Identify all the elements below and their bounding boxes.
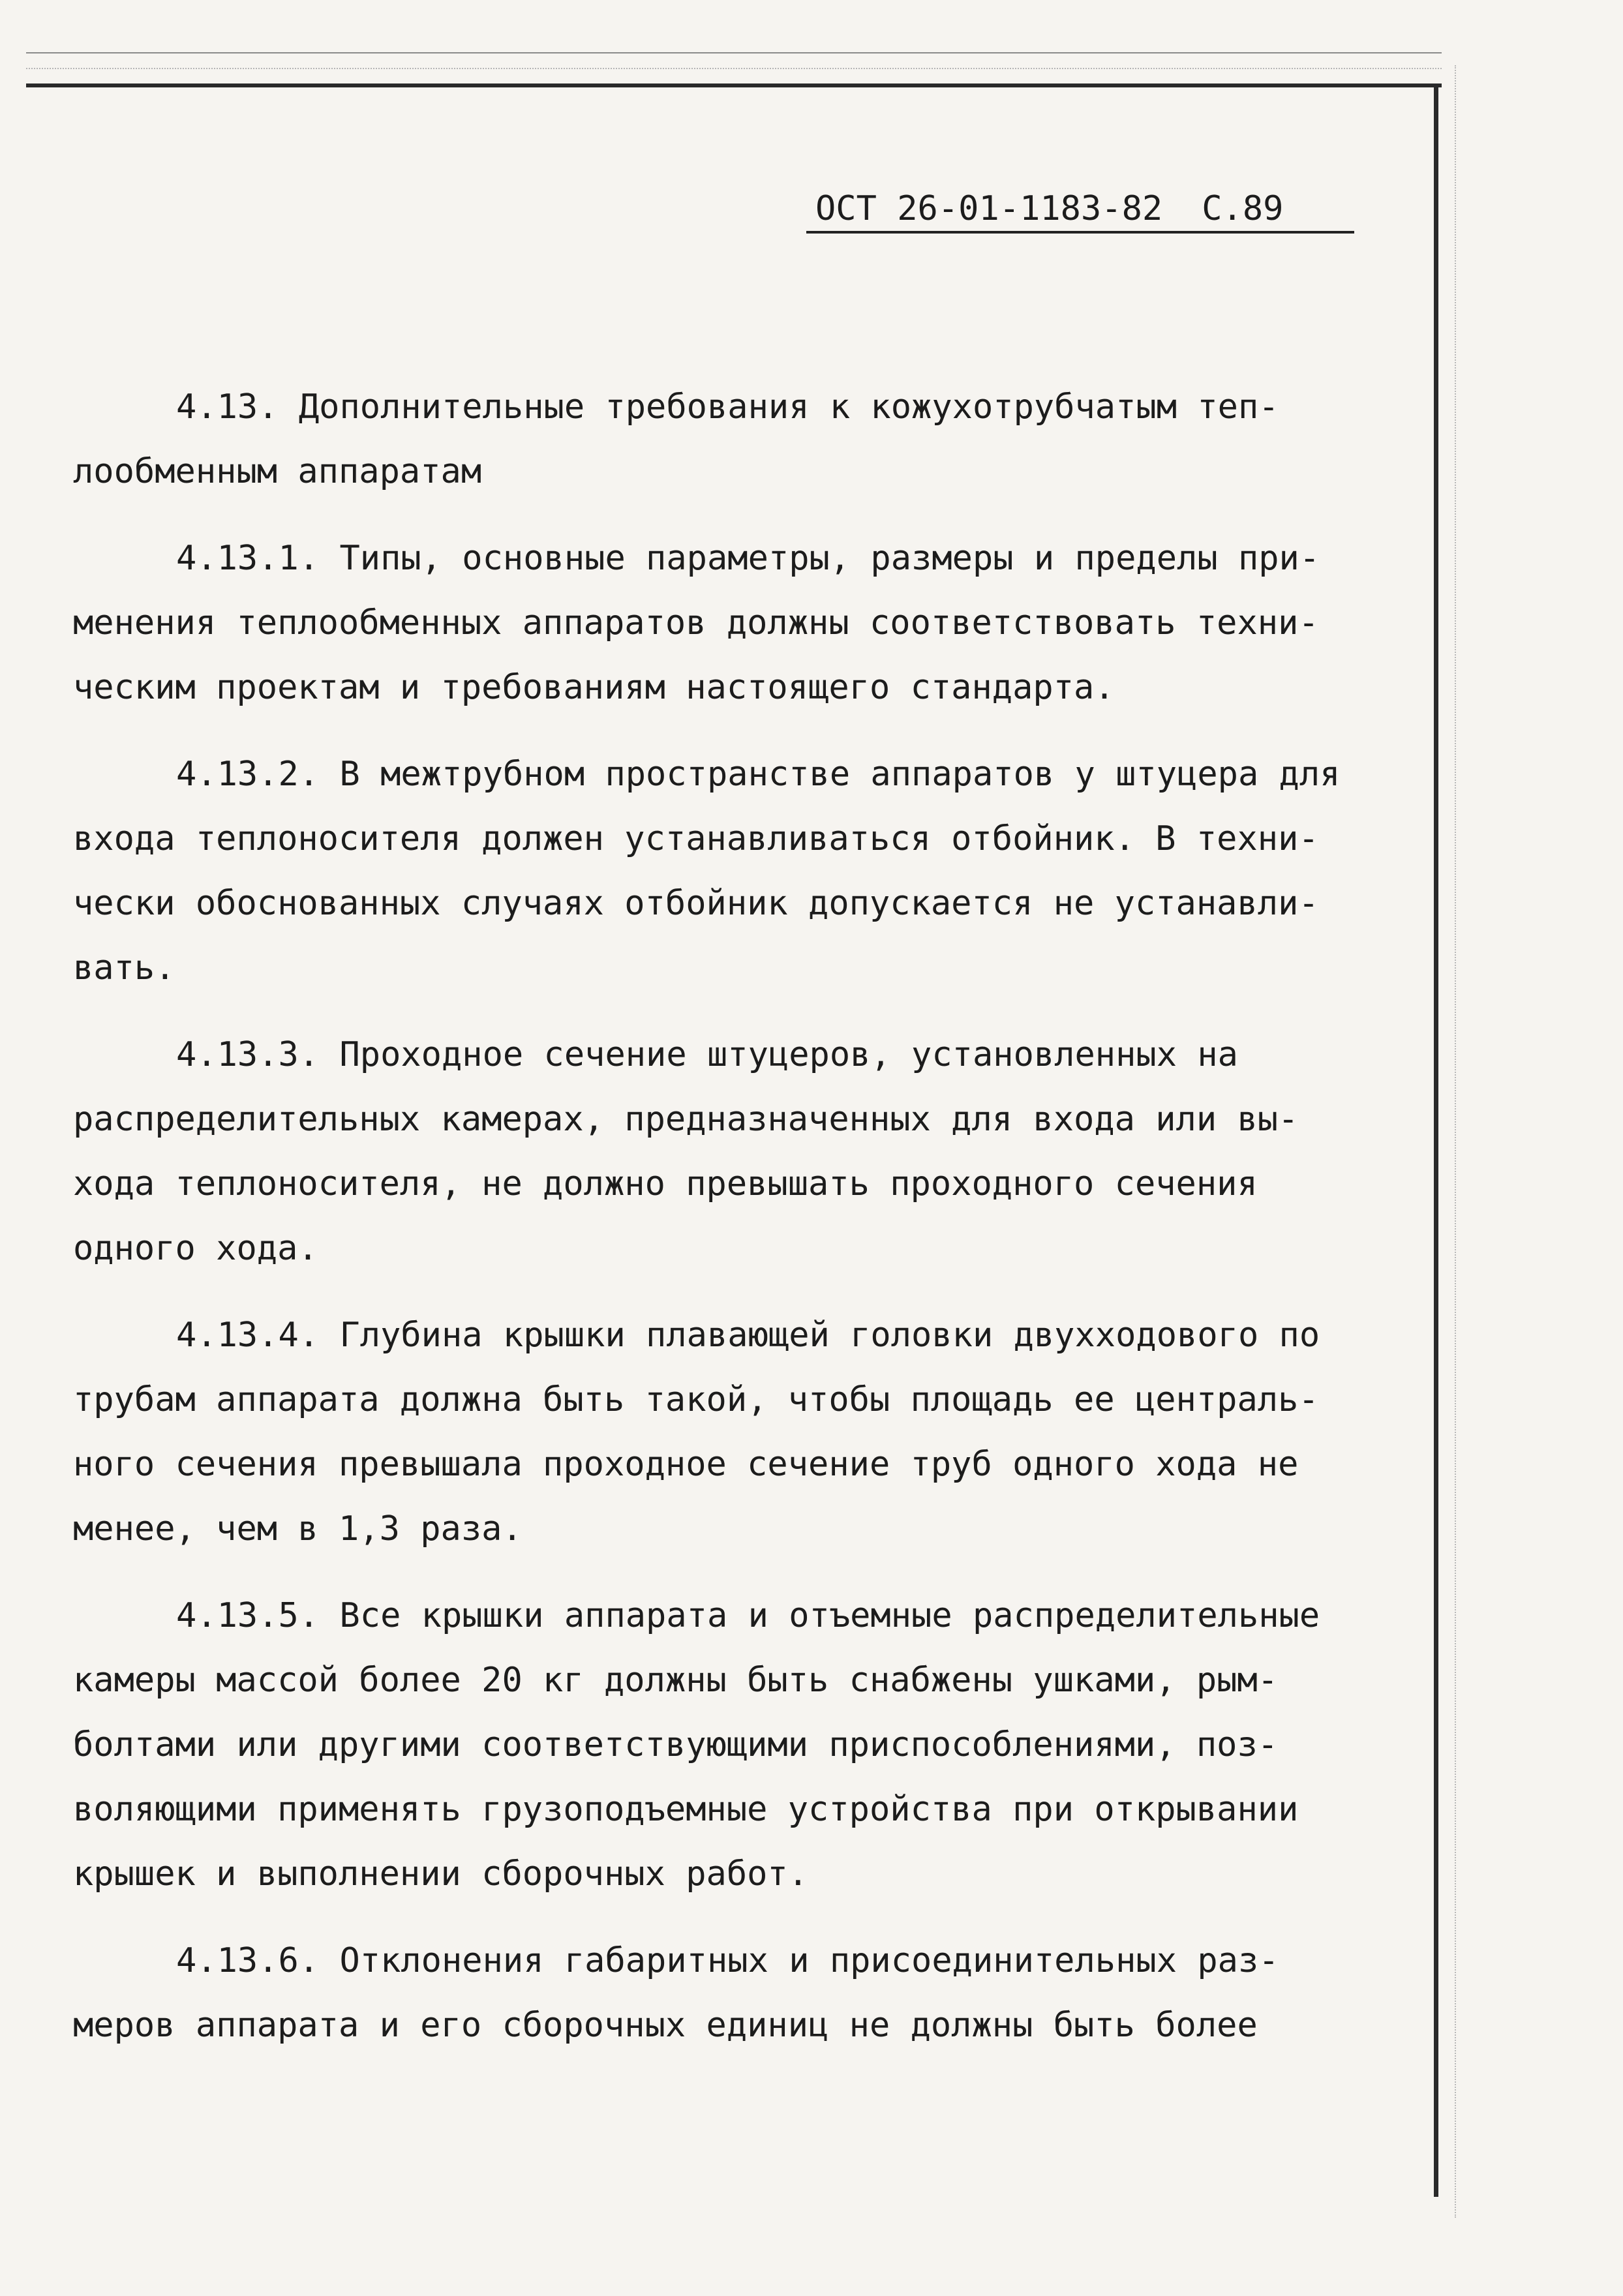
text-line: болтами или другими соответствующими приспособлениями, поз- xyxy=(73,1725,1279,1764)
text-line: вать. xyxy=(73,948,175,988)
header-underline xyxy=(806,231,1354,234)
text-line: 4.13.5. Все крышки аппарата и отъемные распределительные xyxy=(176,1596,1320,1635)
paragraph-4-13-5 xyxy=(73,1584,1326,1907)
paragraph-4-13-4 xyxy=(73,1303,1326,1562)
document-body xyxy=(73,375,1341,2080)
paragraph-4-13 xyxy=(73,375,1326,504)
text-line: ного сечения превышала проходное сечение труб одного хода не xyxy=(73,1445,1299,1484)
text-line: менения теплообменных аппаратов должны соответствовать техни- xyxy=(73,603,1319,642)
scan-edge-line xyxy=(26,52,1442,53)
paragraph-4-13-1 xyxy=(73,526,1326,720)
standard-code: ОСТ 26-01-1183-82 xyxy=(815,189,1163,228)
text-line: распределительных камерах, предназначенных для входа или вы- xyxy=(73,1100,1299,1139)
paragraph-4-13-3 xyxy=(73,1023,1326,1281)
text-line: 4.13.1. Типы, основные параметры, размеры и пределы при- xyxy=(176,539,1320,578)
text-line: меров аппарата и его сборочных единиц не должны быть более xyxy=(73,2006,1258,2045)
text-line: одного хода. xyxy=(73,1229,318,1268)
text-line: 4.13.4. Глубина крышки плавающей головки двухходового по xyxy=(176,1316,1320,1355)
text-line: ческим проектам и требованиям настоящего стандарта. xyxy=(73,668,1115,707)
text-line: воляющими применять грузоподъемные устройства при открывании xyxy=(73,1790,1299,1829)
text-line: лообменным аппаратам xyxy=(73,452,482,491)
text-line: 4.13.3. Проходное сечение штуцеров, установленных на xyxy=(176,1035,1238,1074)
paragraph-4-13-6 xyxy=(73,1929,1326,2058)
page-header xyxy=(815,189,1283,228)
page-number: С.89 xyxy=(1202,189,1284,228)
scan-noise-right xyxy=(1455,65,1469,2218)
scan-noise-top xyxy=(26,68,1442,69)
text-line: 4.13.6. Отклонения габаритных и присоединительных раз- xyxy=(176,1941,1279,1980)
text-line: крышек и выполнении сборочных работ. xyxy=(73,1854,809,1894)
text-line: менее, чем в 1,3 раза. xyxy=(73,1509,523,1548)
text-line: 4.13. Дополнительные требования к кожухотрубчатым теп- xyxy=(176,387,1279,427)
text-line: камеры массой более 20 кг должны быть снабжены ушками, рым- xyxy=(73,1661,1279,1700)
text-line: трубам аппарата должна быть такой, чтобы площадь ее централь- xyxy=(73,1380,1319,1419)
text-line: хода теплоносителя, не должно превышать проходного сечения xyxy=(73,1164,1258,1203)
text-line: входа теплоносителя должен устанавливаться отбойник. В техни- xyxy=(73,819,1319,858)
page-frame-right xyxy=(1434,83,1438,2197)
text-line: 4.13.2. В межтрубном пространстве аппаратов у штуцера для xyxy=(176,755,1341,794)
paragraph-4-13-2 xyxy=(73,742,1341,1001)
page-frame-top xyxy=(26,83,1442,87)
text-line: чески обоснованных случаях отбойник допускается не устанавли- xyxy=(73,884,1319,923)
